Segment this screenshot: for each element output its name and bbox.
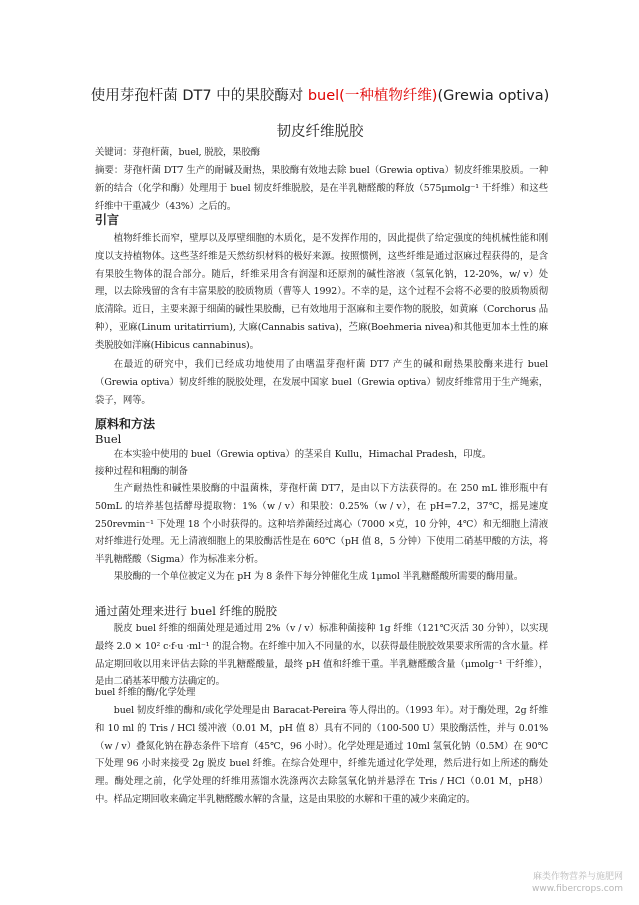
watermark [503,871,623,895]
document-title-line2: 韧皮纤维脱胶 [276,124,364,140]
heading-bacterial-treatment: 通过菌处理来进行 buel 纤维的脱胶 [95,604,278,618]
heading-inoculum: 接种过程和粗酶的制备 [95,466,188,477]
intro-paragraph-2: 在最近的研究中，我们已经成功地使用了由嗜温芽孢杆菌 DT7 产生的碱和耐热果胶酶来进行 buel（Grewia optiva）韧皮纤维的脱胶处理，在发展中国家 buel（Grewia optiva）韧皮纤维常用于生产绳索，袋子，网等。 [95,359,548,406]
title-suffix: (Grewia optiva) [437,88,550,104]
inoculum-paragraph-2: 果胶酶的一个单位被定义为在 pH 为 8 条件下每分钟催化生成 1μmol 半乳糖醛酸所需要的酶用量。 [113,571,524,582]
buel-paragraph: 在本实验中使用的 buel（Grewia optiva）的茎采自 Kullu，Himachal Pradesh，印度。 [113,449,492,460]
title-highlight: buel(一种植物纤维) [307,88,438,104]
title-prefix: 使用芽孢杆菌 DT7 中的果胶酶对 [90,88,308,104]
inoculum-paragraph-1: 生产耐热性和碱性果胶酶的中温菌株，芽孢杆菌 DT7，是由以下方法获得的。在 250 mL 锥形瓶中有 50mL 的培养基包括酵母提取物：1%（w / v）和果胶：0.25%（w / v），在 pH=7.2，37℃，摇晃速度 250revmin⁻¹ 下处理 18 个小时获得的。这种培养菌经过离心（7000 ×克，10 分钟，4℃）和无细胞上清液对纤维进行处理。无上清液细胞上的果胶酶活性是在 60℃（pH 值 8，5 分钟）下使用二硝基甲酸的方法，将半乳糖醛酸（Sigma）作为标准来分析。 [95,483,548,566]
keywords: 关键词：芽孢杆菌，buel, 脱胶，果胶酶 [95,147,261,158]
heading-buel: Buel [95,432,122,446]
intro-paragraph-1: 植物纤维长而窄，壁厚以及厚壁细胞的木质化，是不发挥作用的，因此提供了给定强度的纯机械性能和刚度以支持植物体。这些茎纤维是天然纺织材料的极好来源。按照惯例，这些纤维是通过沤麻过程获得的，是含有果胶生物体的混合部分。随后，纤维采用含有润湿和还原剂的碱性溶液（氢氧化钠，12-20%，w/ v）处理，以去除残留的含有丰富果胶的胶质物质（曹等人 1992）。不幸的是，这个过程不会将不必要的胶质物质彻底清除。近日，主要来源于细菌的碱性果胶酶，已有效地用于沤麻和主要作物的脱胶，如黄麻（Corchorus 品种），亚麻(Linum uritatirrium), 大麻(Cannabis sativa)，苎麻(Boehmeria nivea)和其他更加本土性的麻类脱胶如洋麻(Hibicus cannabinus)。 [95,233,548,351]
heading-enzyme-chemical: buel 纤维的酶/化学处理 [95,687,196,698]
watermark-cn: 麻类作物营养与施肥网 [532,872,623,882]
abstract: 摘要：芽孢杆菌 DT7 生产的耐碱及耐热，果胶酶有效地去除 buel（Grewia optiva）韧皮纤维果胶质。一种新的结合（化学和酶）处理用于 buel 韧皮纤维脱胶，是在半乳糖醛酸的释放（575μmolg⁻¹ 干纤维）和这些纤维中干重减少（43%）之后的。 [95,165,548,212]
watermark-url: www.fibercrops.com [532,884,623,894]
heading-intro: 引言 [95,213,120,227]
heading-materials: 原料和方法 [95,417,156,431]
bacterial-treatment-paragraph: 脱皮 buel 纤维的细菌处理是通过用 2%（v / v）标准种菌接种 1g 纤维（121℃灭活 30 分钟），以实现最终 2.0 × 10² c·f·u ·ml⁻¹ 的混合物。在纤维中加入不同量的水，以获得最佳脱胶效果要求所需的含水量。样品定期回收以用来评估去除的半乳糖醛酸量，最终 pH 值和纤维干重。半乳糖醛酸含量（μmolg⁻¹ 干纤维），是由二硝基苯甲酸方法确定的。 [95,623,548,688]
document-title-line1 [60,86,580,106]
enzyme-chemical-paragraph: buel 韧皮纤维的酶和/或化学处理是由 Baracat-Pereira 等人得出的。（1993 年）。对于酶处理，2g 纤维和 10 ml 的 Tris / HCl 缓冲液（0.01 M，pH 值 8）具有不同的（100-500 U）果胶酶活性，并与 0.01%（w / v）叠氮化钠在静态条件下培育（45℃，96 小时）。化学处理是通过 10ml 氢氧化钠（0.5M）在 90℃下处理 96 小时来接受 2g 脱皮 buel 纤维。在综合处理中，纤维先通过化学处理，然后进行如上所述的酶处理。酶处理之前，化学处理的纤维用蒸馏水洗涤两次去除氢氧化钠并悬浮在 Tris / HCl（0.01 M，pH8）中。样品定期回收来确定半乳糖醛酸水解的含量，这是由果胶的水解和干重的减少来确定的。 [95,705,548,805]
